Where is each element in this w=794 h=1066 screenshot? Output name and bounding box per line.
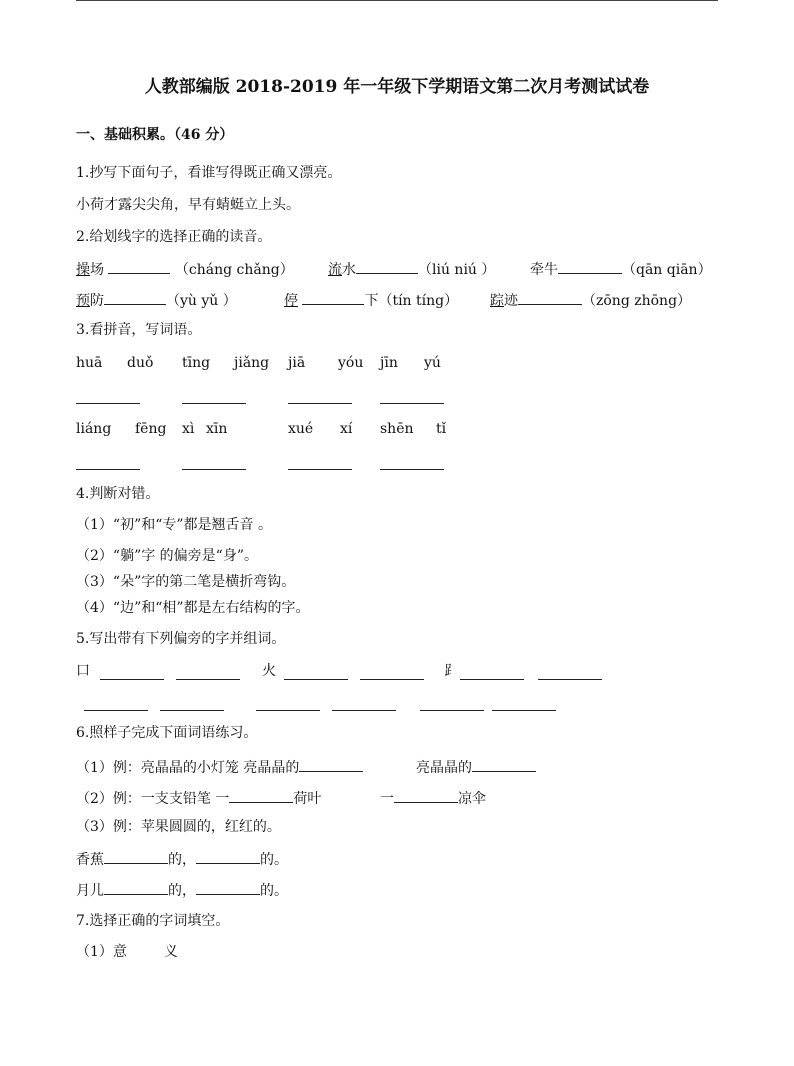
q6-example-2 bbox=[76, 788, 321, 808]
answer-blank[interactable] bbox=[104, 880, 168, 895]
pinyin-syllable: shēn bbox=[380, 421, 414, 437]
answer-blank[interactable] bbox=[302, 290, 364, 305]
pinyin-syllable: liáng bbox=[76, 421, 112, 437]
pinyin-syllable: jīn bbox=[380, 355, 398, 371]
pinyin-syllable: yóu bbox=[338, 355, 364, 371]
answer-blank[interactable] bbox=[472, 757, 536, 772]
answer-blank[interactable] bbox=[356, 259, 418, 274]
underlined-char: 踪 bbox=[490, 293, 504, 309]
answer-line[interactable] bbox=[176, 679, 240, 680]
pinyin-syllable: yú bbox=[424, 355, 441, 371]
radical: ⻊ bbox=[444, 663, 458, 679]
q6-example-2b bbox=[380, 788, 486, 808]
pinyin-options: （zōng zhōng） bbox=[582, 293, 692, 309]
word-rest: 牵牛 bbox=[530, 262, 558, 278]
answer-line[interactable] bbox=[380, 469, 444, 470]
word: 月儿 bbox=[76, 883, 104, 899]
question-2-prompt: 2.给划线字的选择正确的读音。 bbox=[76, 229, 272, 245]
pinyin-syllable: xué bbox=[288, 421, 314, 437]
answer-line[interactable] bbox=[160, 710, 224, 711]
radical: 火 bbox=[262, 663, 276, 679]
answer-line[interactable] bbox=[332, 710, 396, 711]
answer-blank[interactable] bbox=[558, 259, 622, 274]
q2-item-3 bbox=[530, 259, 712, 279]
question-1-sentence: 小荷才露尖尖角，早有蜻蜓立上头。 bbox=[76, 197, 300, 213]
page-title: 人教部编版 2018-2019 年一年级下学期语文第二次月考测试试卷 bbox=[144, 77, 650, 97]
underlined-char: 预 bbox=[76, 293, 90, 309]
pinyin-options: 下（tín tíng） bbox=[364, 293, 459, 309]
answer-line[interactable] bbox=[76, 403, 140, 404]
pinyin-syllable: duǒ bbox=[127, 355, 154, 371]
answer-blank[interactable] bbox=[394, 788, 458, 803]
answer-blank[interactable] bbox=[229, 788, 293, 803]
word: 的， bbox=[168, 883, 196, 899]
example-text: 亮晶晶的 bbox=[416, 760, 472, 776]
q6-example-3: （3）例：苹果圆圆的，红红的。 bbox=[76, 819, 281, 835]
word-rest: 水 bbox=[342, 262, 356, 278]
answer-line[interactable] bbox=[288, 403, 352, 404]
word-rest: 场 bbox=[90, 262, 104, 278]
underlined-char: 停 bbox=[284, 293, 298, 309]
pinyin-syllable: tǐ bbox=[436, 421, 447, 437]
judgement-item: （4）“边”和“相”都是左右结构的字。 bbox=[76, 600, 310, 616]
question-5-prompt: 5.写出带有下列偏旁的字并组词。 bbox=[76, 631, 286, 647]
answer-blank[interactable] bbox=[104, 849, 168, 864]
pinyin-syllable: tīng bbox=[182, 355, 211, 371]
answer-line[interactable] bbox=[256, 710, 320, 711]
pinyin-syllable: xì bbox=[182, 421, 195, 437]
answer-line[interactable] bbox=[538, 679, 602, 680]
pinyin-syllable: fēng bbox=[135, 421, 167, 437]
pinyin-syllable: xí bbox=[340, 421, 353, 437]
pinyin-syllable: jiǎng bbox=[234, 355, 270, 371]
example-text: （2）例：一支支铅笔 一 bbox=[76, 791, 230, 807]
word-rest: 防 bbox=[90, 293, 104, 309]
header-rule bbox=[76, 0, 718, 1]
q7-item-1: （1）意 bbox=[76, 944, 127, 960]
word-rest: 迹 bbox=[504, 293, 518, 309]
question-1-prompt: 1.抄写下面句子，看谁写得既正确又漂亮。 bbox=[76, 165, 342, 181]
answer-blank[interactable] bbox=[196, 849, 260, 864]
answer-line[interactable] bbox=[460, 679, 524, 680]
q2-item-5 bbox=[284, 290, 458, 310]
q2-item-4 bbox=[76, 290, 237, 310]
judgement-item: （2）“躺”字 的偏旁是“身”。 bbox=[76, 548, 258, 564]
question-6-prompt: 6.照样子完成下面词语练习。 bbox=[76, 725, 258, 741]
example-text: （1）例：亮晶晶的小灯笼 亮晶晶的 bbox=[76, 760, 300, 776]
answer-line[interactable] bbox=[492, 710, 556, 711]
pinyin-options: （liú niú ） bbox=[418, 262, 496, 278]
answer-line[interactable] bbox=[288, 469, 352, 470]
q6-line-moon bbox=[76, 880, 288, 900]
q6-line-banana bbox=[76, 849, 288, 869]
word: 的。 bbox=[260, 852, 288, 868]
answer-line[interactable] bbox=[182, 469, 246, 470]
q6-example-1 bbox=[76, 757, 363, 777]
radical: 口 bbox=[76, 663, 90, 679]
pinyin-syllable: jiā bbox=[288, 355, 306, 371]
answer-line[interactable] bbox=[360, 679, 424, 680]
question-7-prompt: 7.选择正确的字词填空。 bbox=[76, 913, 230, 929]
answer-line[interactable] bbox=[380, 403, 444, 404]
answer-line[interactable] bbox=[182, 403, 246, 404]
judgement-item: （1）“初”和“专”都是翘舌音 。 bbox=[76, 517, 272, 533]
judgement-item: （3）“朵”字的第二笔是横折弯钩。 bbox=[76, 574, 296, 590]
example-text: 凉伞 bbox=[458, 791, 486, 807]
underlined-char: 流 bbox=[328, 262, 342, 278]
word: 香蕉 bbox=[76, 852, 104, 868]
pinyin-syllable: xīn bbox=[206, 421, 228, 437]
answer-line[interactable] bbox=[84, 710, 148, 711]
answer-blank[interactable] bbox=[518, 290, 582, 305]
answer-blank[interactable] bbox=[108, 259, 170, 274]
section-heading: 一、基础积累。（46 分） bbox=[76, 127, 234, 143]
word: 的。 bbox=[260, 883, 288, 899]
example-text: 荷叶 bbox=[293, 791, 322, 807]
q2-item-1 bbox=[76, 259, 294, 279]
answer-line[interactable] bbox=[420, 710, 484, 711]
question-3-prompt: 3.看拼音，写词语。 bbox=[76, 322, 202, 338]
example-text: 一 bbox=[380, 791, 394, 807]
answer-line[interactable] bbox=[284, 679, 348, 680]
word: 的， bbox=[168, 852, 196, 868]
q7-item-1b: 义 bbox=[164, 944, 178, 960]
answer-blank[interactable] bbox=[299, 757, 363, 772]
question-4-prompt: 4.判断对错。 bbox=[76, 486, 160, 502]
q2-item-6 bbox=[490, 290, 691, 310]
underlined-char: 操 bbox=[76, 262, 90, 278]
answer-blank[interactable] bbox=[104, 290, 166, 305]
q6-example-1b bbox=[416, 757, 536, 777]
answer-line[interactable] bbox=[76, 469, 140, 470]
pinyin-options: （qān qiān） bbox=[622, 262, 712, 278]
pinyin-options: （yù yǔ ） bbox=[166, 293, 237, 309]
answer-blank[interactable] bbox=[196, 880, 260, 895]
answer-line[interactable] bbox=[100, 679, 164, 680]
pinyin-options: （cháng chǎng） bbox=[174, 262, 294, 278]
q2-item-2 bbox=[328, 259, 495, 279]
pinyin-syllable: huā bbox=[76, 355, 103, 371]
